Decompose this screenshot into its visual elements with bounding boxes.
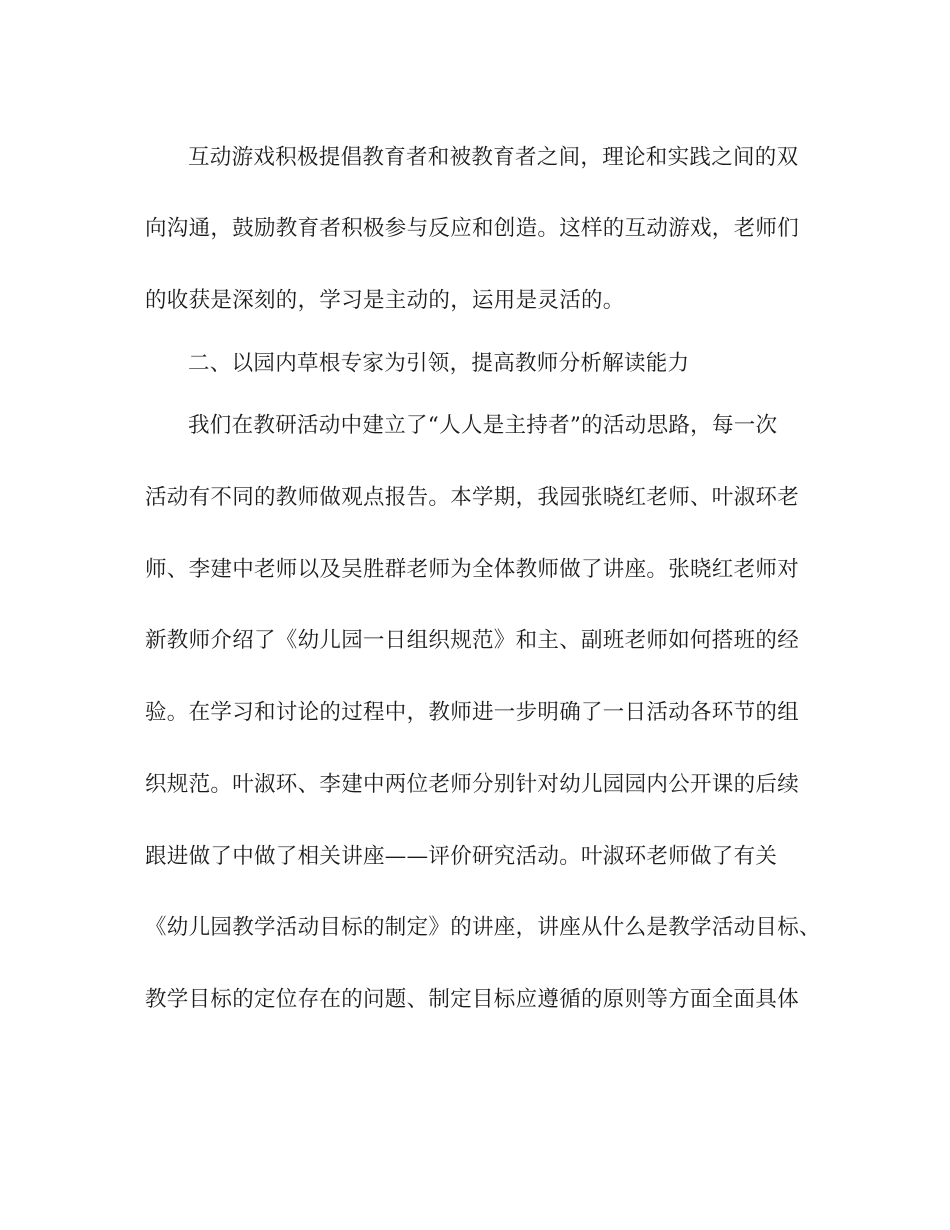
paragraph-line: 我们在教研活动中建立了“人人是主持者”的活动思路，每一次	[188, 413, 778, 438]
paragraph-line: 验。在学习和讨论的过程中，教师进一步明确了一日活动各环节的组	[145, 700, 800, 725]
paragraph-line: 活动有不同的教师做观点报告。本学期，我园张晓红老师、叶淑环老	[145, 485, 800, 510]
paragraph-line: 新教师介绍了《幼儿园一日组织规范》和主、副班老师如何搭班的经	[145, 628, 800, 653]
paragraph-line: 《幼儿园教学活动目标的制定》的讲座，讲座从什么是教学活动目标、	[145, 915, 821, 940]
paragraph-line: 的收获是深刻的，学习是主动的，运用是灵活的。	[145, 288, 625, 313]
paragraph-line: 向沟通，鼓励教育者积极参与反应和创造。这样的互动游戏，老师们	[145, 216, 800, 241]
section-heading: 二、以园内草根专家为引领，提高教师分析解读能力	[188, 351, 690, 376]
paragraph-line: 跟进做了中做了相关讲座——评价研究活动。叶淑环老师做了有关	[145, 844, 778, 869]
paragraph-line: 教学目标的定位存在的问题、制定目标应遵循的原则等方面全面具体	[145, 987, 800, 1012]
paragraph-line: 互动游戏积极提倡教育者和被教育者之间，理论和实践之间的双	[188, 145, 799, 170]
paragraph-line: 织规范。叶淑环、李建中两位老师分别针对幼儿园园内公开课的后续	[145, 772, 800, 797]
paragraph-line: 师、李建中老师以及吴胜群老师为全体教师做了讲座。张晓红老师对	[145, 557, 800, 582]
